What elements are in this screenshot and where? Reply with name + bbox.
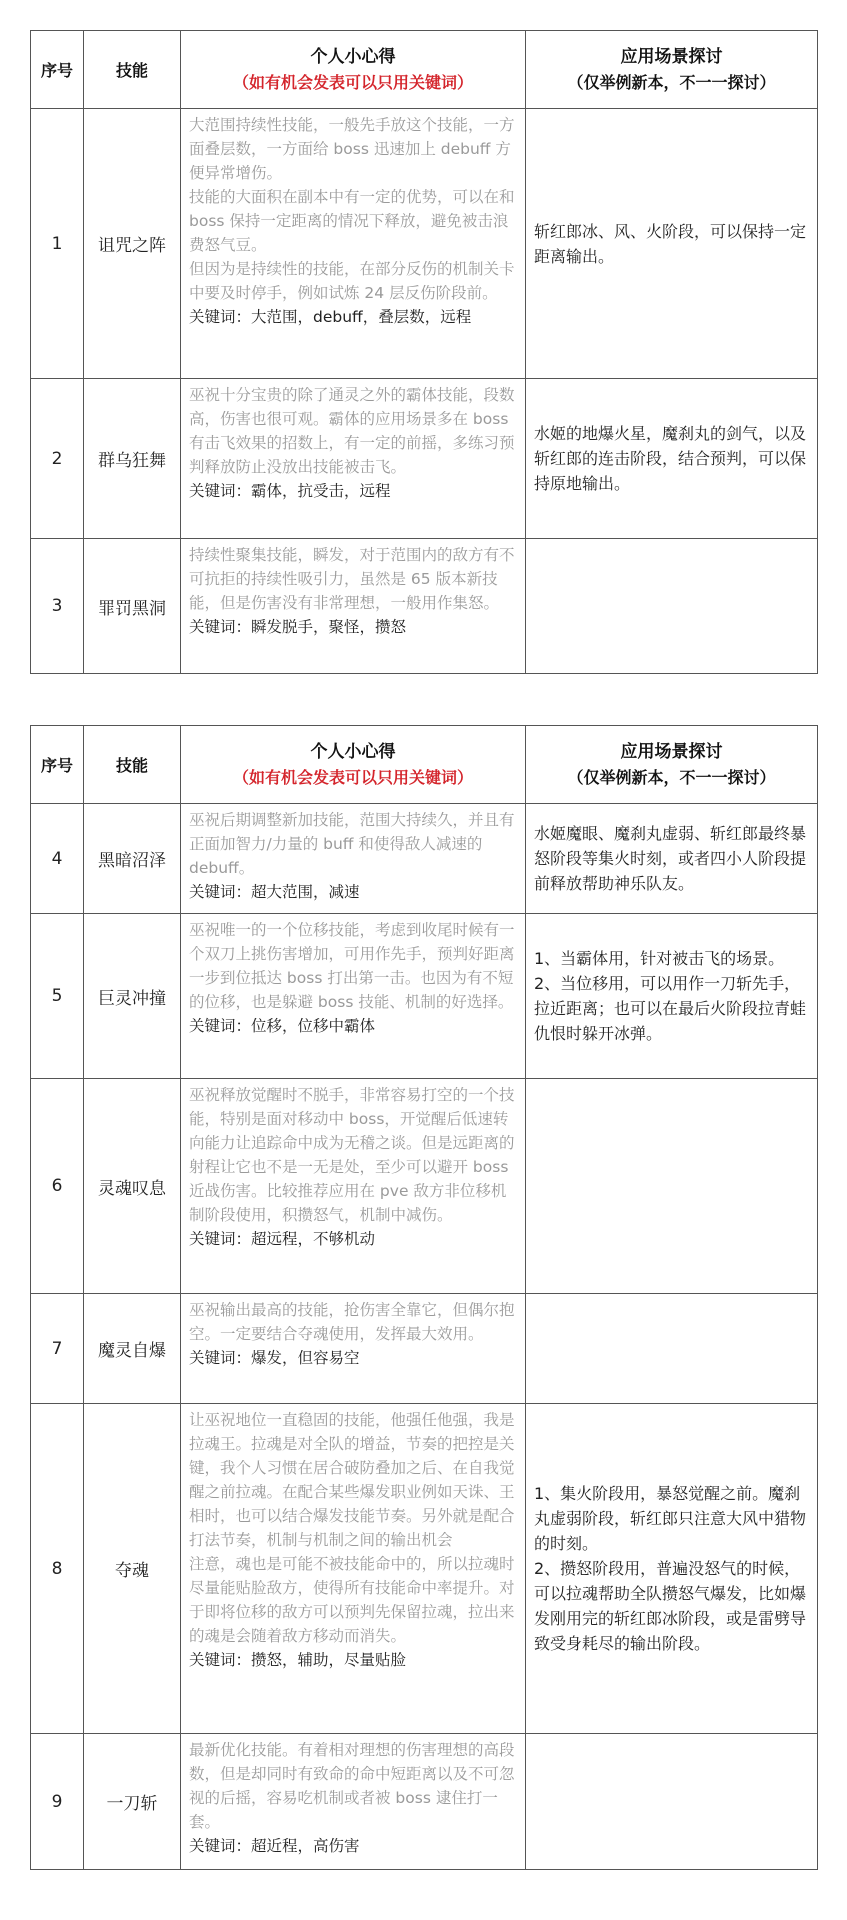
row-notes	[181, 539, 526, 674]
app-paragraph: 水姬的地爆火星，魔刹丸的剑气，以及斩红郎的连击阶段，结合预判，可以保持原地输出。	[534, 424, 807, 493]
row-app	[526, 1734, 818, 1870]
row-skill: 魔灵自爆	[84, 1294, 181, 1404]
row-app	[526, 539, 818, 674]
row-num: 1	[31, 109, 84, 379]
header-app	[526, 726, 818, 804]
note-paragraph: 巫祝后期调整新加技能，范围大持续久，并且有正面加智力/力量的 buff 和使得敌人减速的 debuff。	[189, 811, 515, 877]
header-notes	[181, 726, 526, 804]
header-notes	[181, 31, 526, 109]
row-app	[526, 109, 818, 379]
note-paragraph: 巫祝十分宝贵的除了通灵之外的霸体技能，段数高，伤害也很可观。霸体的应用场景多在 boss 有击飞效果的招数上，有一定的前摇，多练习预判释放防止没放出技能被击飞。	[189, 386, 515, 476]
row-app	[526, 379, 818, 539]
app-paragraph: 水姬魔眼、魔刹丸虚弱、斩红郎最终暴怒阶段等集火时刻，或者四小人阶段提前释放帮助神乐队友。	[534, 824, 807, 893]
row-skill: 一刀斩	[84, 1734, 181, 1870]
row-skill: 诅咒之阵	[84, 109, 181, 379]
skill-table-1	[30, 30, 818, 674]
row-notes	[181, 914, 526, 1079]
note-paragraph: 巫祝释放觉醒时不脱手，非常容易打空的一个技能，特别是面对移动中 boss，开觉醒后低速转向能力让追踪命中成为无稽之谈。但是远距离的射程让它也不是一无是处，至少可以避开 boss 近战伤害。比较推荐应用在 pve 敌方非位移机制阶段使用，积攒怒气，机制中减伤。	[189, 1086, 515, 1224]
note-paragraph: 巫祝输出最高的技能，抢伤害全靠它，但偶尔抱空。一定要结合夺魂使用，发挥最大效用。	[189, 1301, 515, 1343]
row-skill: 灵魂叹息	[84, 1079, 181, 1294]
header-app-title: 应用场景探讨	[620, 741, 723, 762]
table-row	[31, 109, 818, 379]
row-num: 2	[31, 379, 84, 539]
table-row	[31, 1404, 818, 1734]
header-skill: 技能	[84, 31, 181, 109]
row-skill: 罪罚黑洞	[84, 539, 181, 674]
row-notes	[181, 1294, 526, 1404]
row-num: 6	[31, 1079, 84, 1294]
row-num: 3	[31, 539, 84, 674]
note-paragraph: 技能的大面积在副本中有一定的优势，可以在和 boss 保持一定距离的情况下释放，避免被击浪费怒气豆。	[189, 188, 515, 254]
header-app	[526, 31, 818, 109]
header-app-title: 应用场景探讨	[620, 46, 723, 67]
note-keywords: 关键词：霸体，抗受击，远程	[189, 482, 391, 500]
table-header-row	[31, 31, 818, 109]
header-notes-title: 个人小心得	[310, 741, 396, 762]
note-paragraph: 但因为是持续性的技能，在部分反伤的机制关卡中要及时停手，例如试炼 24 层反伤阶段前。	[189, 260, 515, 302]
row-app	[526, 914, 818, 1079]
note-keywords: 关键词：攒怒，辅助，尽量贴脸	[189, 1651, 407, 1669]
row-skill: 黑暗沼泽	[84, 804, 181, 914]
note-paragraph: 最新优化技能。有着相对理想的伤害理想的高段数，但是却同时有致命的命中短距离以及不可忽视的后摇，容易吃机制或者被 boss 逮住打一套。	[189, 1741, 515, 1831]
table-row	[31, 1079, 818, 1294]
note-keywords: 关键词：爆发，但容易空	[189, 1349, 360, 1367]
note-paragraph: 巫祝唯一的一个位移技能，考虑到收尾时候有一个双刀上挑伤害增加，可用作先手，预判好距离一步到位抵达 boss 打出第一击。也因为有不短的位移，也是躲避 boss 技能、机制的好选择。	[189, 921, 515, 1011]
note-keywords: 关键词：超远程，不够机动	[189, 1230, 376, 1248]
app-paragraph: 斩红郎冰、风、火阶段，可以保持一定距离输出。	[534, 221, 807, 266]
note-keywords: 关键词：位移，位移中霸体	[189, 1017, 376, 1035]
table-row	[31, 379, 818, 539]
row-skill: 群乌狂舞	[84, 379, 181, 539]
note-keywords: 关键词：超近程，高伤害	[189, 1837, 360, 1855]
header-app-sub: （仅举例新本，不一一探讨）	[567, 72, 776, 92]
table-row	[31, 914, 818, 1079]
table-row	[31, 1734, 818, 1870]
app-paragraph: 2、当位移用，可以用作一刀斩先手，拉近距离；也可以在最后火阶段拉青蛙仇恨时躲开冰弹。	[534, 974, 807, 1043]
row-app	[526, 804, 818, 914]
header-app-sub: （仅举例新本，不一一探讨）	[567, 767, 776, 787]
row-skill: 巨灵冲撞	[84, 914, 181, 1079]
row-notes	[181, 1404, 526, 1734]
table-row	[31, 804, 818, 914]
row-app	[526, 1079, 818, 1294]
app-paragraph: 1、集火阶段用，暴怒觉醒之前。魔刹丸虚弱阶段，斩红郎只注意大风中猎物的时刻。	[534, 1484, 807, 1553]
row-app	[526, 1404, 818, 1734]
skill-table-2	[30, 725, 818, 1870]
row-num: 7	[31, 1294, 84, 1404]
table-row	[31, 539, 818, 674]
row-notes	[181, 109, 526, 379]
note-keywords: 关键词：大范围，debuff，叠层数，远程	[189, 308, 472, 326]
note-paragraph: 持续性聚集技能，瞬发，对于范围内的敌方有不可抗拒的持续性吸引力，虽然是 65 版本新技能，但是伤害没有非常理想，一般用作集怒。	[189, 546, 515, 612]
row-notes	[181, 1734, 526, 1870]
note-keywords: 关键词：瞬发脱手，聚怪，攒怒	[189, 618, 407, 636]
row-num: 5	[31, 914, 84, 1079]
row-skill: 夺魂	[84, 1404, 181, 1734]
note-paragraph: 让巫祝地位一直稳固的技能，他强任他强，我是拉魂王。拉魂是对全队的增益，节奏的把控是关键，我个人习惯在居合破防叠加之后、在自我觉醒之前拉魂。在配合某些爆发职业例如天诛、王相时，也可以结合爆发技能节奏。另外就是配合打法节奏，机制与机制之间的输出机会	[189, 1411, 515, 1549]
table-header-row	[31, 726, 818, 804]
row-notes	[181, 804, 526, 914]
row-num: 9	[31, 1734, 84, 1870]
note-paragraph: 注意，魂也是可能不被技能命中的，所以拉魂时尽量能贴脸敌方，使得所有技能命中率提升。对于即将位移的敌方可以预判先保留拉魂，拉出来的魂是会随着敌方移动而消失。	[189, 1555, 515, 1645]
app-paragraph: 2、攒怒阶段用，普遍没怒气的时候，可以拉魂帮助全队攒怒气爆发，比如爆发刚用完的斩红郎冰阶段，或是雷劈导致受身耗尽的输出阶段。	[534, 1559, 807, 1653]
header-notes-sub: （如有机会发表可以只用关键词）	[232, 72, 473, 92]
row-num: 4	[31, 804, 84, 914]
row-notes	[181, 379, 526, 539]
header-skill: 技能	[84, 726, 181, 804]
note-keywords: 关键词：超大范围，减速	[189, 883, 360, 901]
table-row	[31, 1294, 818, 1404]
header-notes-sub: （如有机会发表可以只用关键词）	[232, 767, 473, 787]
note-paragraph: 大范围持续性技能，一般先手放这个技能，一方面叠层数，一方面给 boss 迅速加上 debuff 方便异常增伤。	[189, 116, 515, 182]
header-num: 序号	[31, 726, 84, 804]
row-notes	[181, 1079, 526, 1294]
header-num: 序号	[31, 31, 84, 109]
app-paragraph: 1、当霸体用，针对被击飞的场景。	[534, 949, 785, 968]
row-app	[526, 1294, 818, 1404]
header-notes-title: 个人小心得	[310, 46, 396, 67]
row-num: 8	[31, 1404, 84, 1734]
